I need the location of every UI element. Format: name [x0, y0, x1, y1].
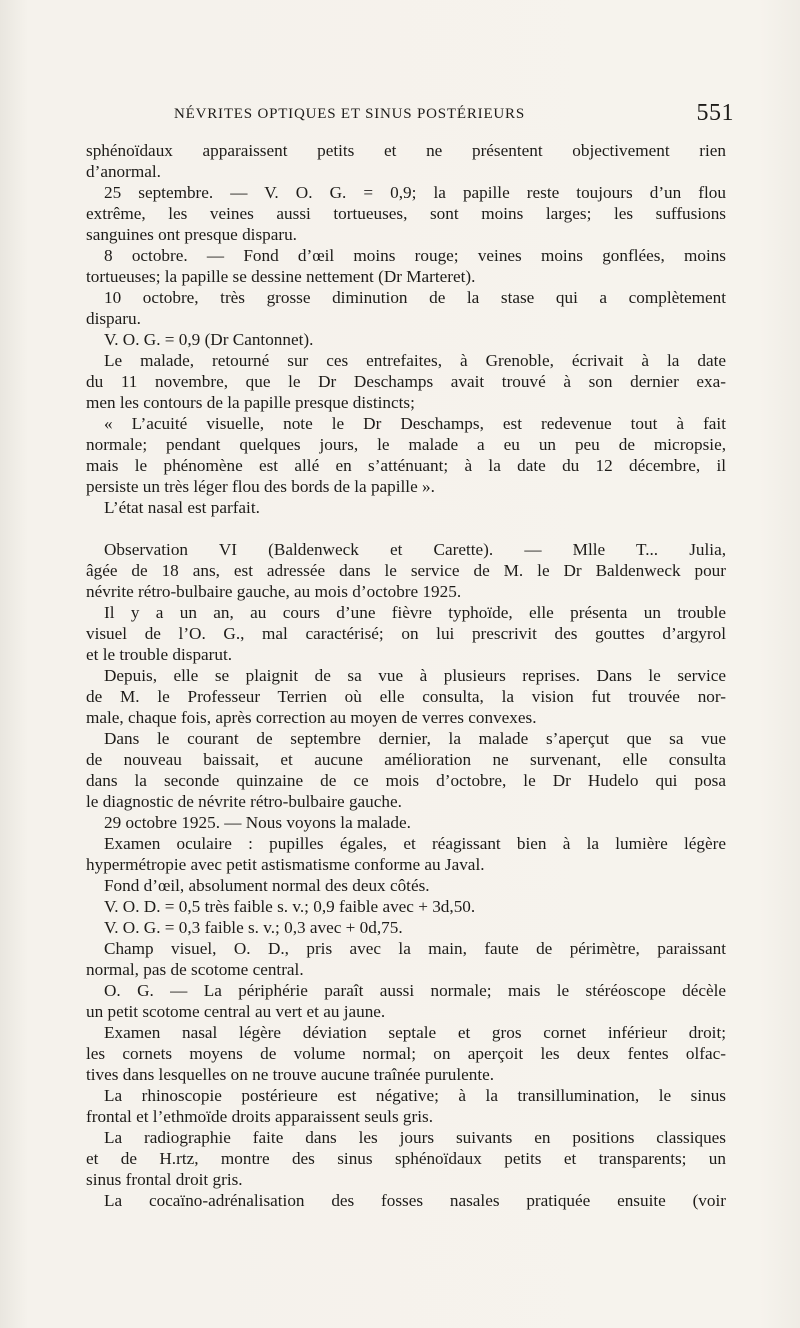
text-line: Observation VI (Baldenweck et Carette). — Mlle T... Julia,	[104, 540, 726, 559]
text-line: du 11 novembre, que le Dr Deschamps avait trouvé à son dernier exa-	[86, 372, 726, 391]
text-line: sanguines ont presque disparu.	[86, 225, 297, 244]
text-line: 8 octobre. — Fond d’œil moins rouge; veines moins gonflées, moins	[104, 246, 726, 265]
text-line: dans la seconde quinzaine de ce mois d’octobre, le Dr Hudelo qui posa	[86, 771, 726, 790]
text-line: et le trouble disparut.	[86, 645, 233, 664]
text-line: La radiographie faite dans les jours suivants en positions classiques	[104, 1128, 726, 1147]
text-line: visuel de l’O. G., mal caractérisé; on lui prescrivit des gouttes d’argyrol	[86, 624, 726, 643]
text-line: sinus frontal droit gris.	[86, 1170, 243, 1189]
text-line: persiste un très léger flou des bords de la papille ».	[86, 477, 435, 496]
text-line: 29 octobre 1925. — Nous voyons la malade.	[104, 813, 411, 832]
text-line: La rhinoscopie postérieure est négative; à la transillumination, le sinus	[104, 1086, 726, 1105]
text-line: O. G. — La périphérie paraît aussi normale; mais le stéréoscope décèle	[104, 981, 726, 1000]
text-line: La cocaïno-adrénalisation des fosses nasales pratiquée ensuite (voir	[104, 1191, 726, 1210]
text-line: 25 septembre. — V. O. G. = 0,9; la papille reste toujours d’un flou	[104, 183, 726, 202]
text-line: men les contours de la papille presque distincts;	[86, 393, 415, 412]
page-header	[174, 100, 734, 130]
text-line: mais le phénomène est allé en s’atténuant; à la date du 12 décembre, il	[86, 456, 726, 475]
text-line: 10 octobre, très grosse diminution de la stase qui a complètement	[104, 288, 726, 307]
text-line: Le malade, retourné sur ces entrefaites, à Grenoble, écrivait à la date	[104, 351, 726, 370]
text-line: Fond d’œil, absolument normal des deux côtés.	[104, 876, 430, 895]
text-line: d’anormal.	[86, 162, 161, 181]
text-line: tives dans lesquelles on ne trouve aucune traînée purulente.	[86, 1065, 495, 1084]
text-line: de M. le Professeur Terrien où elle consulta, la vision fut trouvée nor-	[86, 687, 726, 706]
text-line: V. O. G. = 0,3 faible s. v.; 0,3 avec + 0d,75.	[104, 918, 403, 937]
text-line: Champ visuel, O. D., pris avec la main, faute de périmètre, paraissant	[104, 939, 726, 958]
text-line: névrite rétro-bulbaire gauche, au mois d’octobre 1925.	[86, 582, 462, 601]
text-line: le diagnostic de névrite rétro-bulbaire gauche.	[86, 792, 402, 811]
text-line: Depuis, elle se plaignit de sa vue à plusieurs reprises. Dans le service	[104, 666, 726, 685]
paragraph-gap	[86, 518, 726, 539]
text-line: V. O. D. = 0,5 très faible s. v.; 0,9 faible avec + 3d,50.	[104, 897, 476, 916]
text-line: male, chaque fois, après correction au moyen de verres convexes.	[86, 708, 537, 727]
text-line: Examen oculaire : pupilles égales, et réagissant bien à la lumière légère	[104, 834, 726, 853]
text-line: hypermétropie avec petit astismatisme conforme au Javal.	[86, 855, 485, 874]
text-line: et de H.rtz, montre des sinus sphénoïdaux petits et transparents; un	[86, 1149, 726, 1168]
text-line: de nouveau baissait, et aucune amélioration ne survenant, elle consulta	[86, 750, 726, 769]
text-line: V. O. G. = 0,9 (Dr Cantonnet).	[104, 330, 314, 349]
text-line: extrême, les veines aussi tortueuses, sont moins larges; les suffusions	[86, 204, 726, 223]
running-head: NÉVRITES OPTIQUES ET SINUS POSTÉRIEURS	[174, 106, 525, 122]
text-line: âgée de 18 ans, est adressée dans le service de M. le Dr Baldenweck pour	[86, 561, 726, 580]
page-number: 551	[696, 100, 734, 126]
text-line: disparu.	[86, 309, 141, 328]
text-line: frontal et l’ethmoïde droits apparaissent seuls gris.	[86, 1107, 434, 1126]
body-text	[86, 140, 726, 1211]
text-line: sphénoïdaux apparaissent petits et ne présentent objectivement rien	[86, 141, 726, 160]
text-line: normale; pendant quelques jours, le malade a eu un peu de micropsie,	[86, 435, 726, 454]
text-line: Examen nasal légère déviation septale et gros cornet inférieur droit;	[104, 1023, 726, 1042]
text-line: Il y a un an, au cours d’une fièvre typhoïde, elle présenta un trouble	[104, 603, 726, 622]
text-line: un petit scotome central au vert et au jaune.	[86, 1002, 386, 1021]
text-line: normal, pas de scotome central.	[86, 960, 304, 979]
text-line: L’état nasal est parfait.	[104, 498, 260, 517]
text-line: les cornets moyens de volume normal; on aperçoit les deux fentes olfac-	[86, 1044, 726, 1063]
text-line: « L’acuité visuelle, note le Dr Deschamps, est redevenue tout à fait	[104, 414, 726, 433]
text-line: Dans le courant de septembre dernier, la malade s’aperçut que sa vue	[104, 729, 726, 748]
text-line: tortueuses; la papille se dessine nettement (Dr Marteret).	[86, 267, 476, 286]
